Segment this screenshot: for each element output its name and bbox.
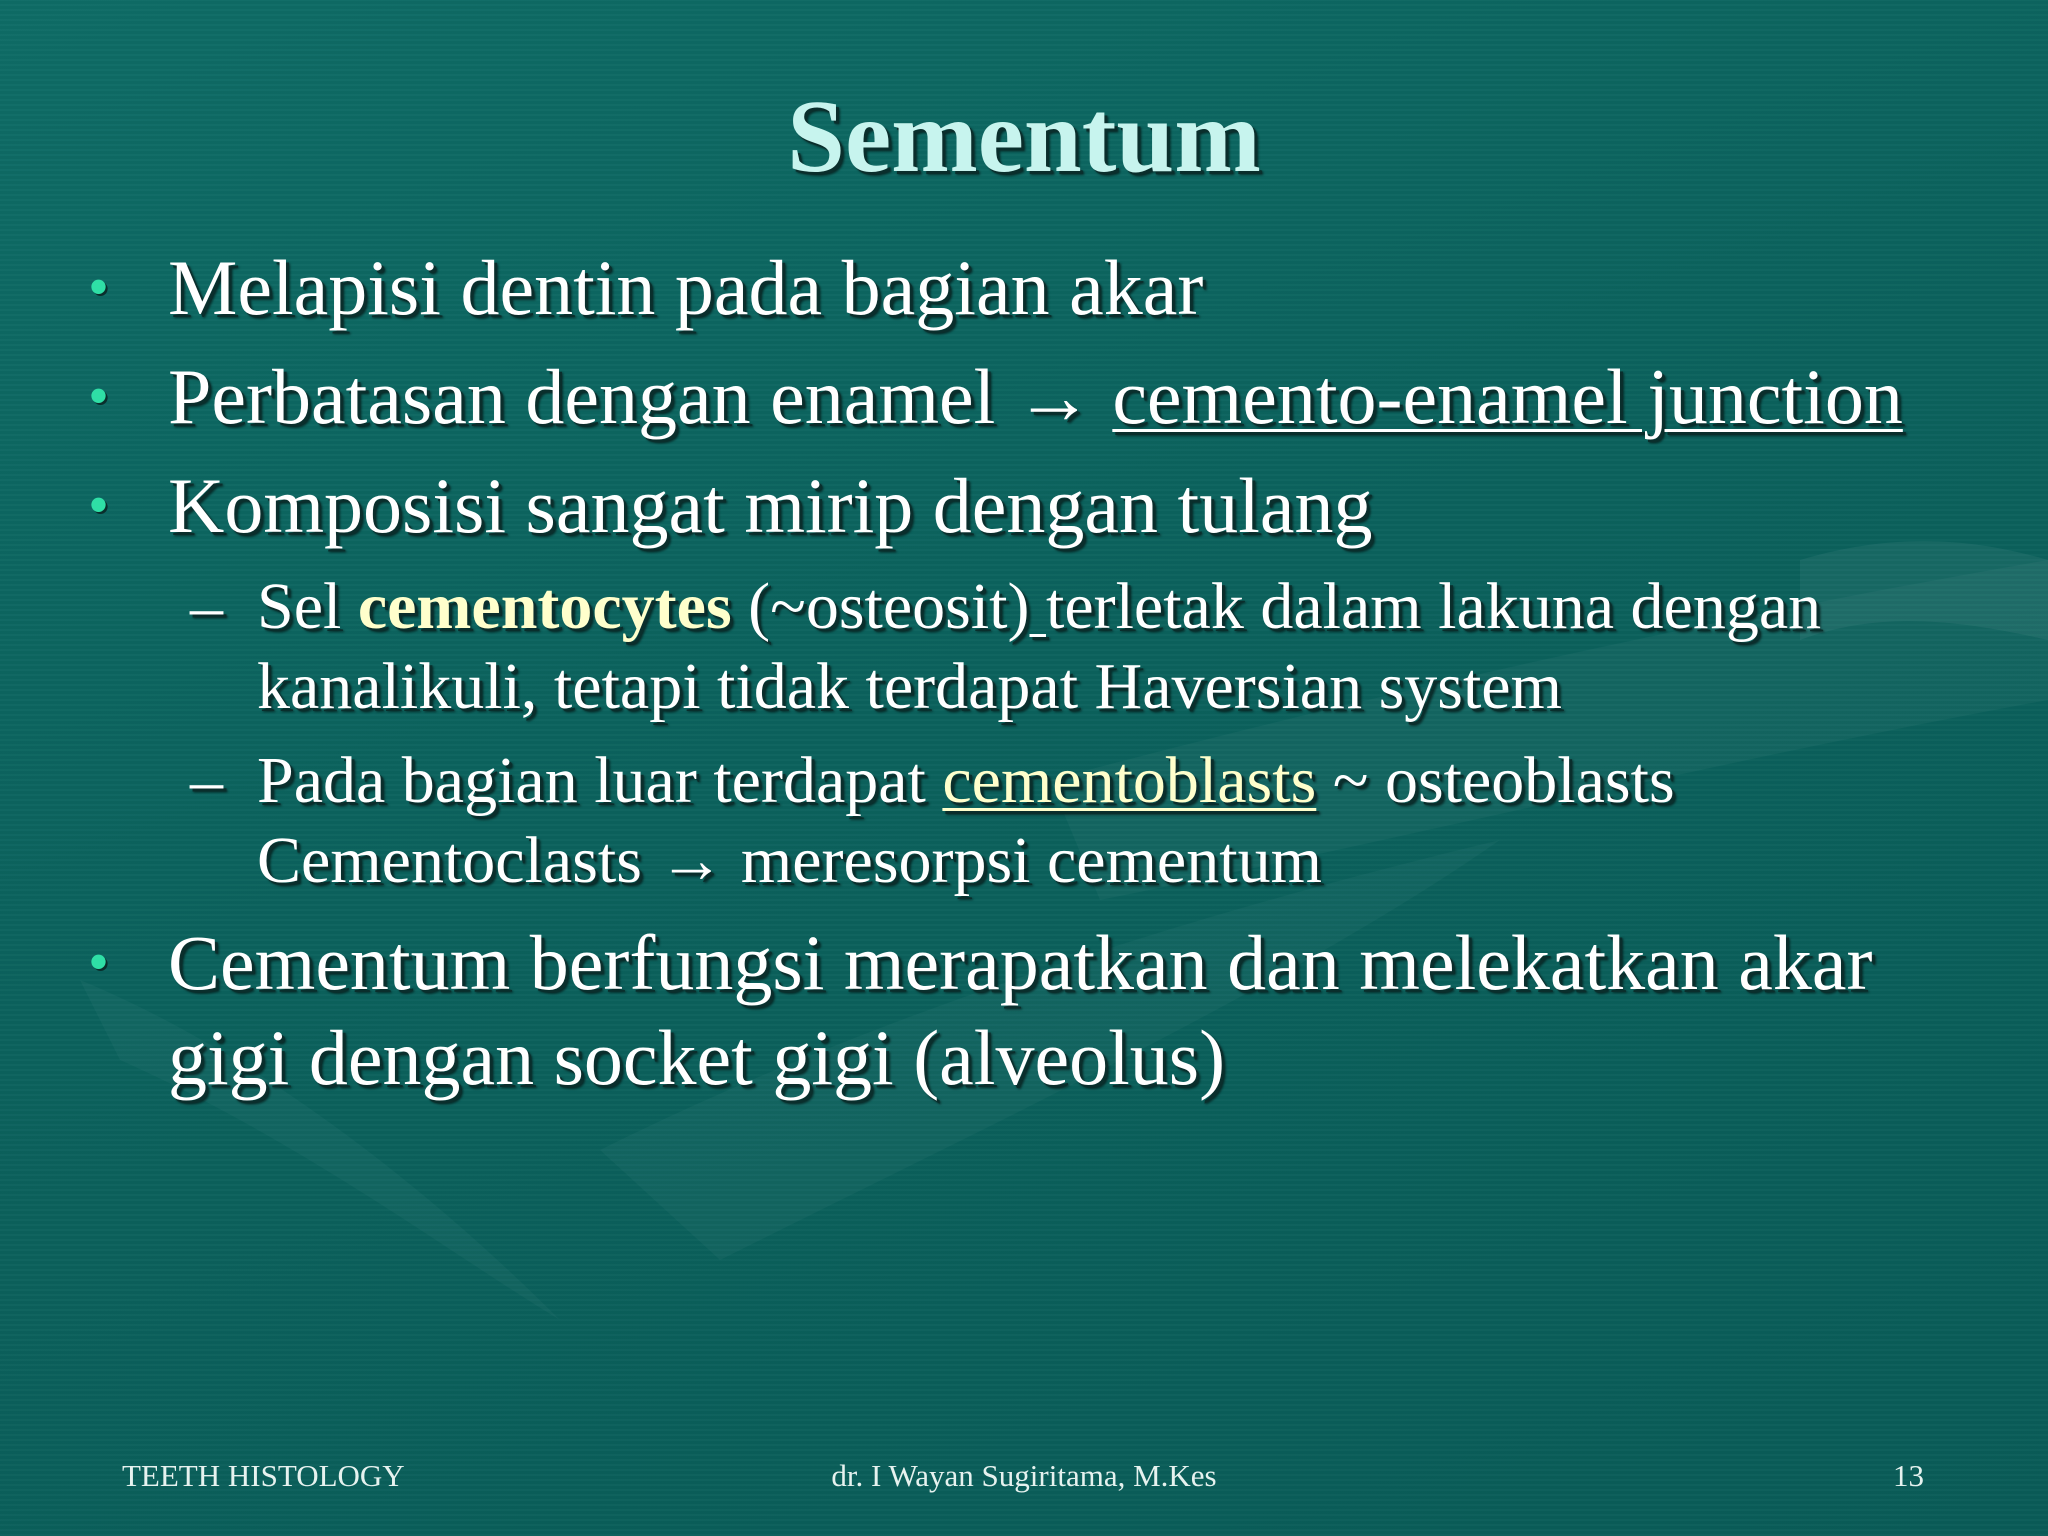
footer-author: dr. I Wayan Sugiritama, M.Kes [831,1458,1217,1493]
sub-bullet-1-paren: (~osteosit) [731,570,1030,643]
bullet-list [88,240,1988,1119]
sub-bullet-2-mid: ~ osteoblasts Cementoclasts [257,744,1675,897]
arrow-right-icon: → [1014,353,1093,440]
footer-course-title: TEETH HISTOLOGY [122,1458,405,1493]
bullet-2 [88,349,1988,444]
bullet-1 [88,240,1988,335]
sub-bullet-1 [88,567,1988,727]
bullet-4-text: Cementum berfungsi merapatkan dan melekatkan akar gigi dengan socket gigi (alveolus) [168,919,1873,1101]
bullet-3-text: Komposisi sangat mirip dengan tulang [168,462,1373,549]
bullet-2-text: Perbatasan dengan enamel [168,353,1015,440]
sub-bullet-1-rest: terletak dalam lakuna dengan kanalikuli, tetapi tidak terdapat Haversian system [257,570,1822,723]
cementoblasts-link[interactable]: cementoblasts [942,744,1317,817]
dash-icon: – [190,570,223,643]
sub-bullet-2-rest: meresorpsi cementum [724,824,1322,897]
sub-bullet-2 [88,741,1988,901]
bullet-4 [88,915,1988,1105]
dash-icon: – [190,744,223,817]
bullet-dot-icon: • [88,254,110,320]
arrow-right-icon: → [658,824,725,897]
bullet-dot-icon: • [88,929,110,995]
slide-title: Sementum [787,79,1261,194]
bullet-3 [88,458,1988,553]
bullet-dot-icon: • [88,363,110,429]
bullet-dot-icon: • [88,472,110,538]
sub-bullet-2-pre: Pada bagian luar terdapat [257,744,943,817]
bullet-1-text: Melapisi dentin pada bagian akar [168,244,1204,331]
cementocytes-term: cementocytes [357,570,732,643]
cemento-enamel-junction-link[interactable]: cemento-enamel junction [1112,353,1903,440]
sub-bullet-1-pre: Sel [257,570,358,643]
footer-page-number: 13 [1893,1458,1924,1493]
underlined-space [1029,570,1046,643]
